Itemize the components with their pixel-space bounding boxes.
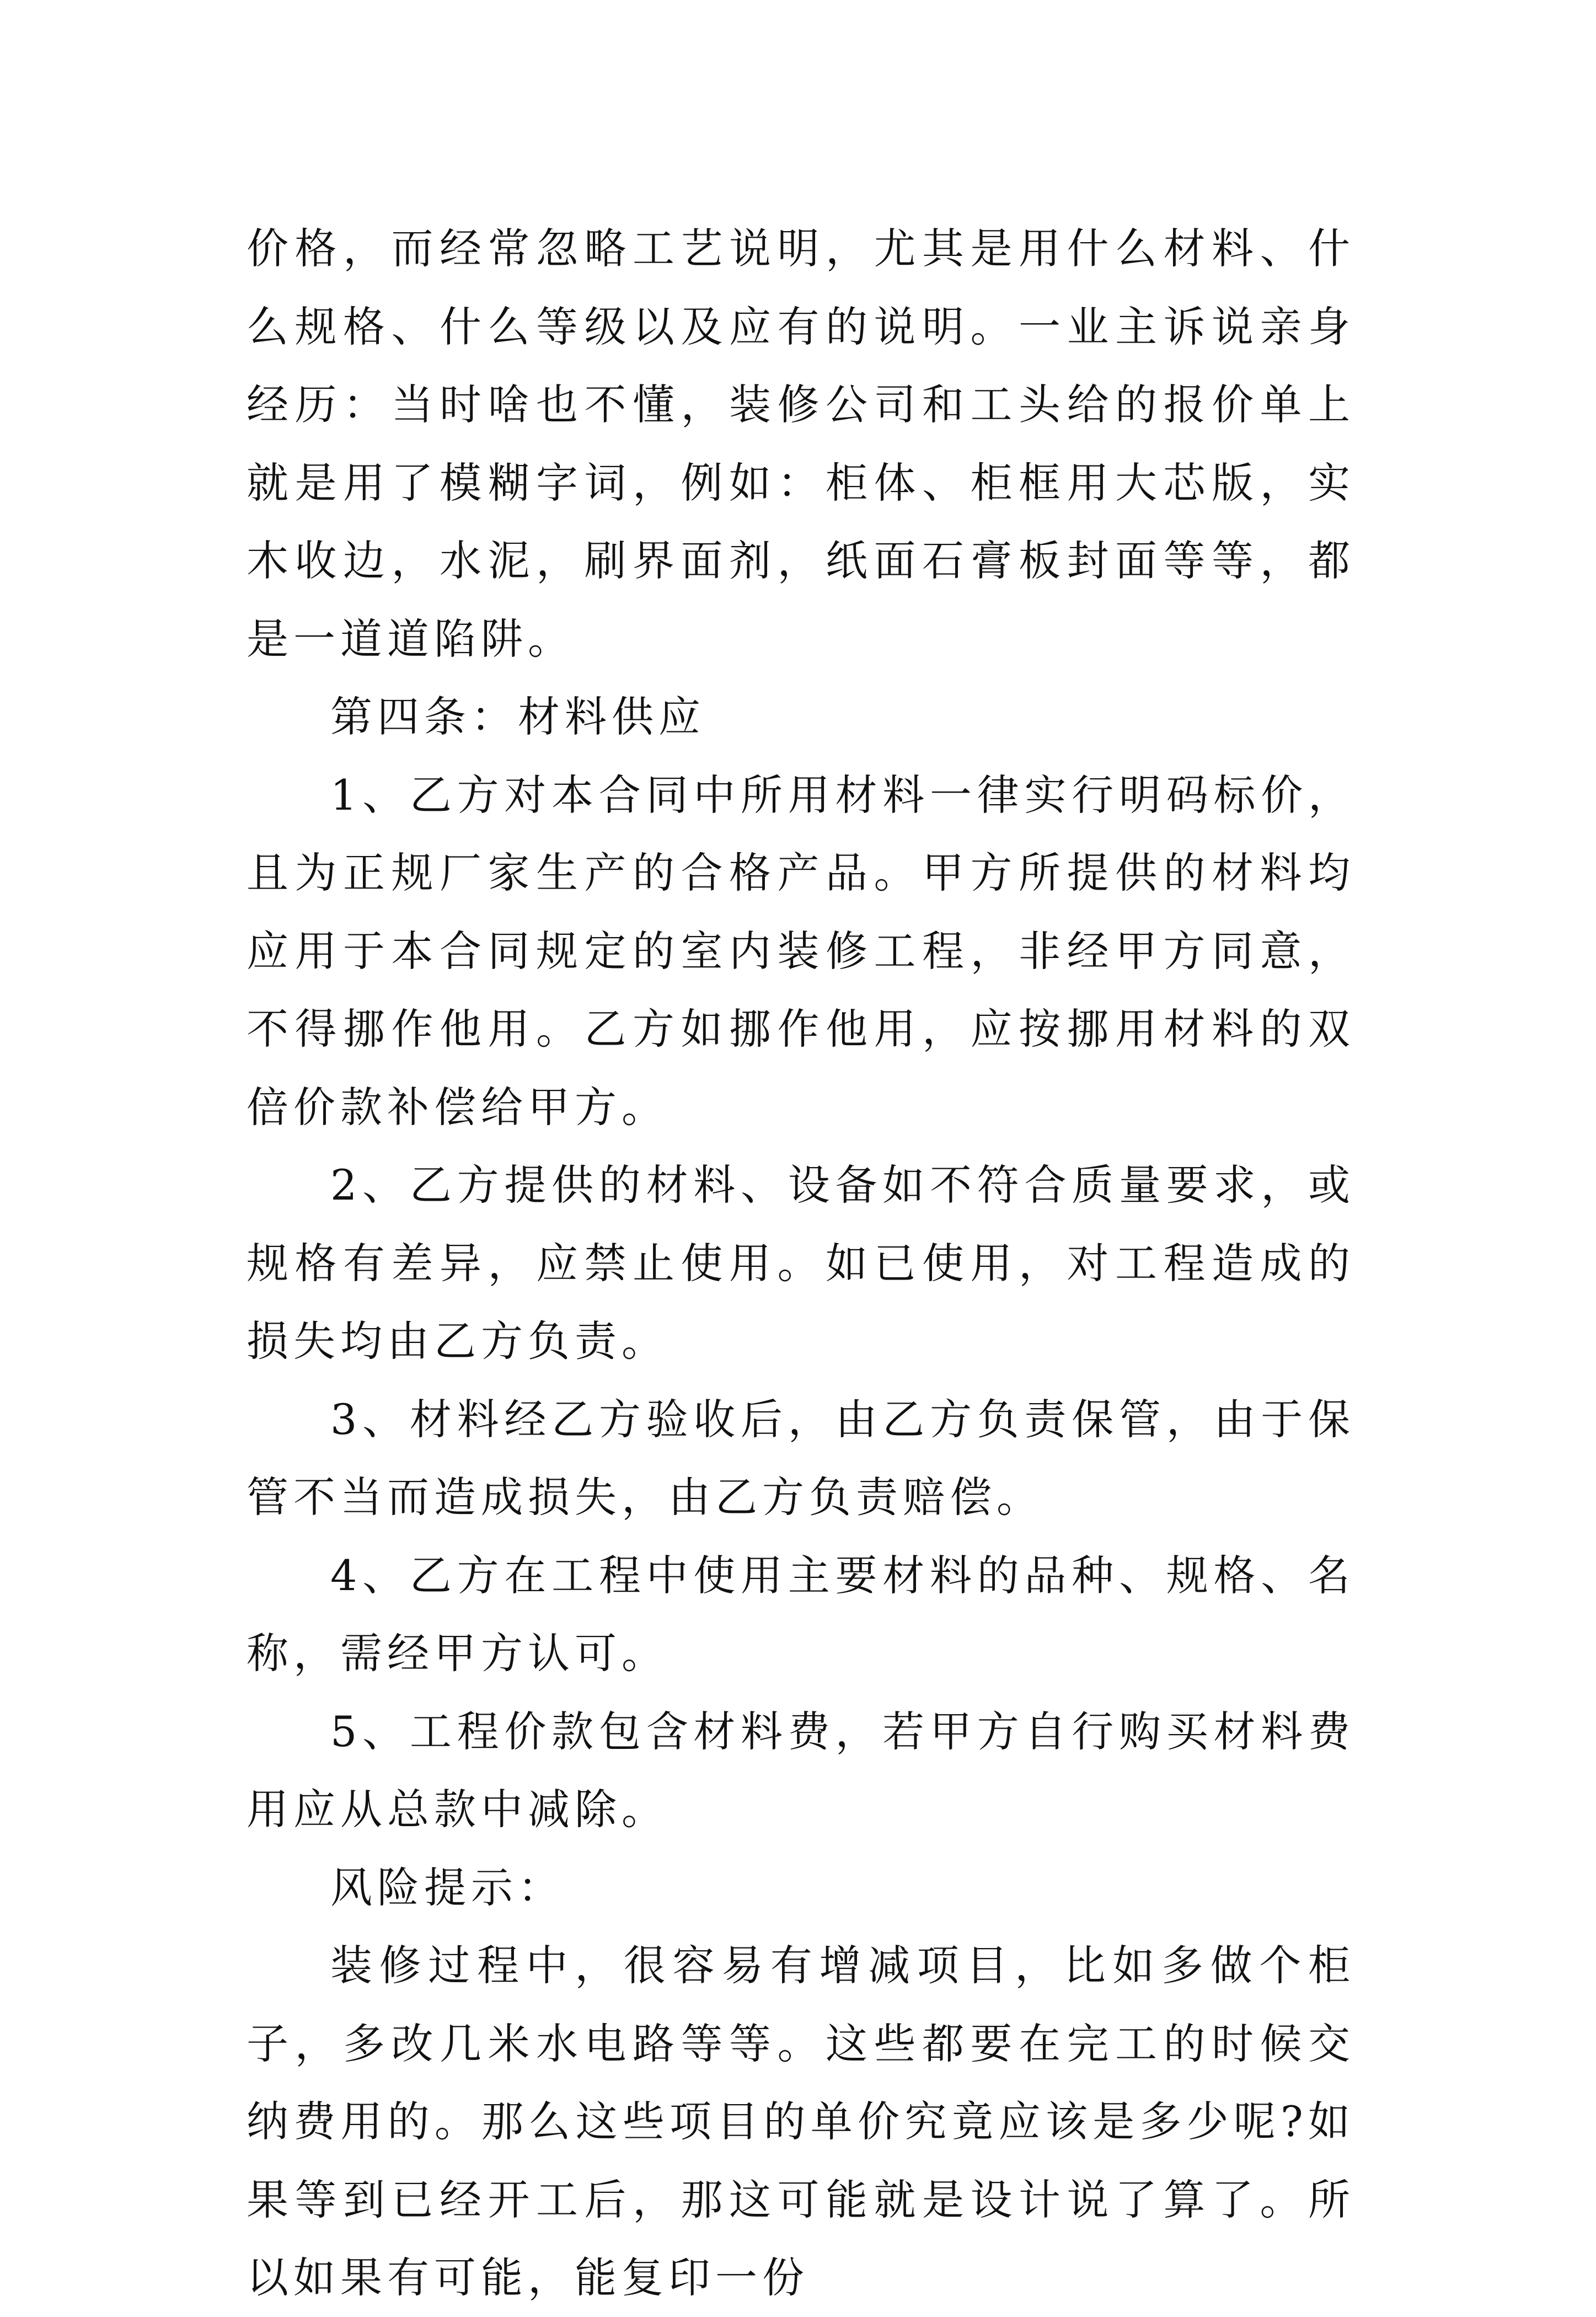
paragraph-continuation: 价格，而经常忽略工艺说明，尤其是用什么材料、什么规格、什么等级以及应有的说明。一业主诉说亲身经历：当时啥也不懂，装修公司和工头给的报价单上就是用了模糊字词，例如：柜体、柜框用大芯版，实木收边，水泥，刷界面剂，纸面石膏板封面等等，都是一道道陷阱。 bbox=[247, 224, 1355, 663]
section-heading-material-supply: 第四条：材料供应 bbox=[330, 692, 705, 741]
risk-tip-paragraph: 装修过程中，很容易有增减项目，比如多做个柜子，多改几米水电路等等。这些都要在完工的时候交纳费用的。那么这些项目的单价究竟应该是多少呢?如果等到已经开工后，那这可能就是设计说了算了。所以如果有可能，能复印一份 bbox=[247, 1941, 1355, 2302]
clause-4: 4、乙方在工程中使用主要材料的品种、规格、名称，需经甲方认可。 bbox=[247, 1550, 1355, 1678]
clause-1: 1、乙方对本合同中所用材料一律实行明码标价，且为正规厂家生产的合格产品。甲方所提供的材料均应用于本合同规定的室内装修工程，非经甲方同意，不得挪作他用。乙方如挪作他用，应按挪用材料的双倍价款补偿给甲方。 bbox=[247, 770, 1355, 1132]
risk-tip-heading: 风险提示： bbox=[330, 1863, 565, 1912]
clause-3: 3、材料经乙方验收后，由乙方负责保管，由于保管不当而造成损失，由乙方负责赔偿。 bbox=[247, 1394, 1355, 1522]
clause-5: 5、工程价款包含材料费，若甲方自行购买材料费用应从总款中减除。 bbox=[247, 1706, 1355, 1834]
clause-2: 2、乙方提供的材料、设备如不符合质量要求，或规格有差异，应禁止使用。如已使用，对工程造成的损失均由乙方负责。 bbox=[247, 1160, 1355, 1366]
document-body bbox=[247, 210, 1355, 2317]
